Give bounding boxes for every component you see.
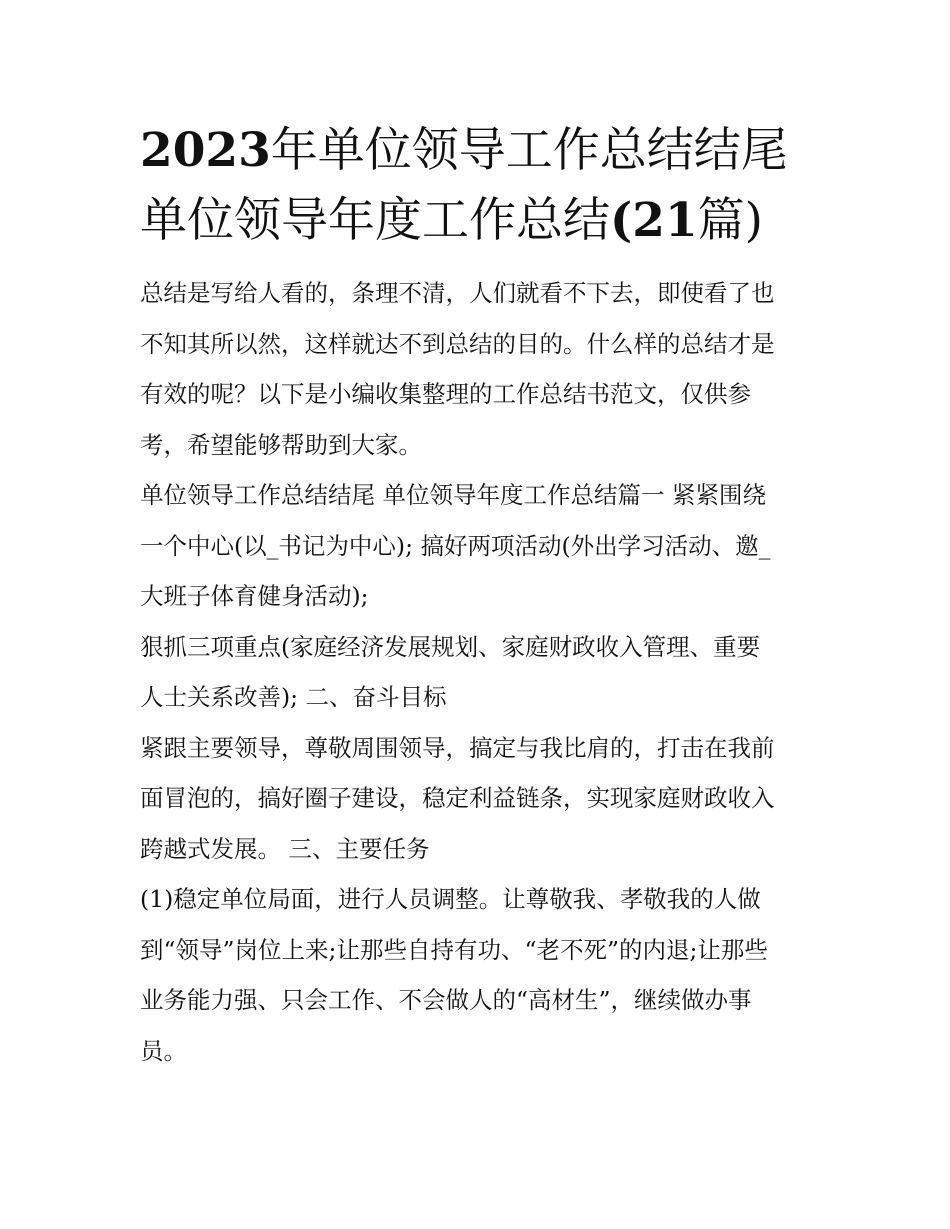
paragraph-tasks bbox=[140, 874, 816, 1076]
document-page bbox=[140, 116, 816, 1076]
paragraph-section-one bbox=[140, 470, 816, 622]
text-line: 到“领导”岗位上来;让那些自持有功、“老不死”的内退;让那些 bbox=[140, 935, 768, 964]
text-line: 单位领导工作总结结尾 单位领导年度工作总结篇一 紧紧围绕 bbox=[140, 481, 766, 509]
text-line: 面冒泡的，搞好圈子建设，稳定利益链条，实现家庭财政收入 bbox=[140, 784, 775, 812]
text-line: (1)稳定单位局面，进行人员调整。让尊敬我、孝敬我的人做 bbox=[140, 885, 761, 913]
text-line: 有效的呢？以下是小编收集整理的工作总结书范文，仅供参 bbox=[140, 380, 751, 408]
text-line: 不知其所以然，这样就达不到总结的目的。什么样的总结才是 bbox=[140, 329, 775, 358]
text-line: 紧跟主要领导，尊敬周围领导，搞定与我比肩的，打击在我前 bbox=[140, 733, 775, 762]
title-line-1 bbox=[140, 116, 816, 186]
title-count: (21 bbox=[610, 193, 698, 248]
text-line: 总结是写给人看的，条理不清，人们就看不下去，即使看了也 bbox=[140, 279, 775, 307]
text-line: 狠抓三项重点(家庭经济发展规划、家庭财政收入管理、重要 bbox=[140, 632, 761, 661]
text-line: 员。 bbox=[140, 1036, 187, 1065]
paragraph-intro bbox=[140, 268, 816, 470]
document-body bbox=[140, 268, 816, 1076]
text-line: 一个中心(以_书记为中心); 搞好两项活动(外出学习活动、邀_ bbox=[140, 531, 771, 560]
title-text-3: 篇) bbox=[697, 193, 763, 248]
text-line: 人士关系改善); 二、奋斗目标 bbox=[140, 683, 447, 711]
text-line: 大班子体育健身活动); bbox=[140, 582, 369, 610]
paragraph-goals bbox=[140, 723, 816, 875]
text-line: 考，希望能够帮助到大家。 bbox=[140, 430, 422, 459]
text-line: 跨越式发展。 三、主要任务 bbox=[140, 834, 430, 863]
title-line-2 bbox=[140, 186, 816, 256]
text-line: 业务能力强、只会工作、不会做人的“高材生”，继续做办事 bbox=[140, 986, 752, 1014]
document-title bbox=[140, 116, 816, 256]
title-year: 2023 bbox=[140, 123, 271, 178]
title-text-2: 单位领导年度工作总结 bbox=[140, 193, 610, 248]
paragraph-key-points bbox=[140, 622, 816, 723]
title-text-1: 年单位领导工作总结结尾 bbox=[270, 123, 788, 178]
